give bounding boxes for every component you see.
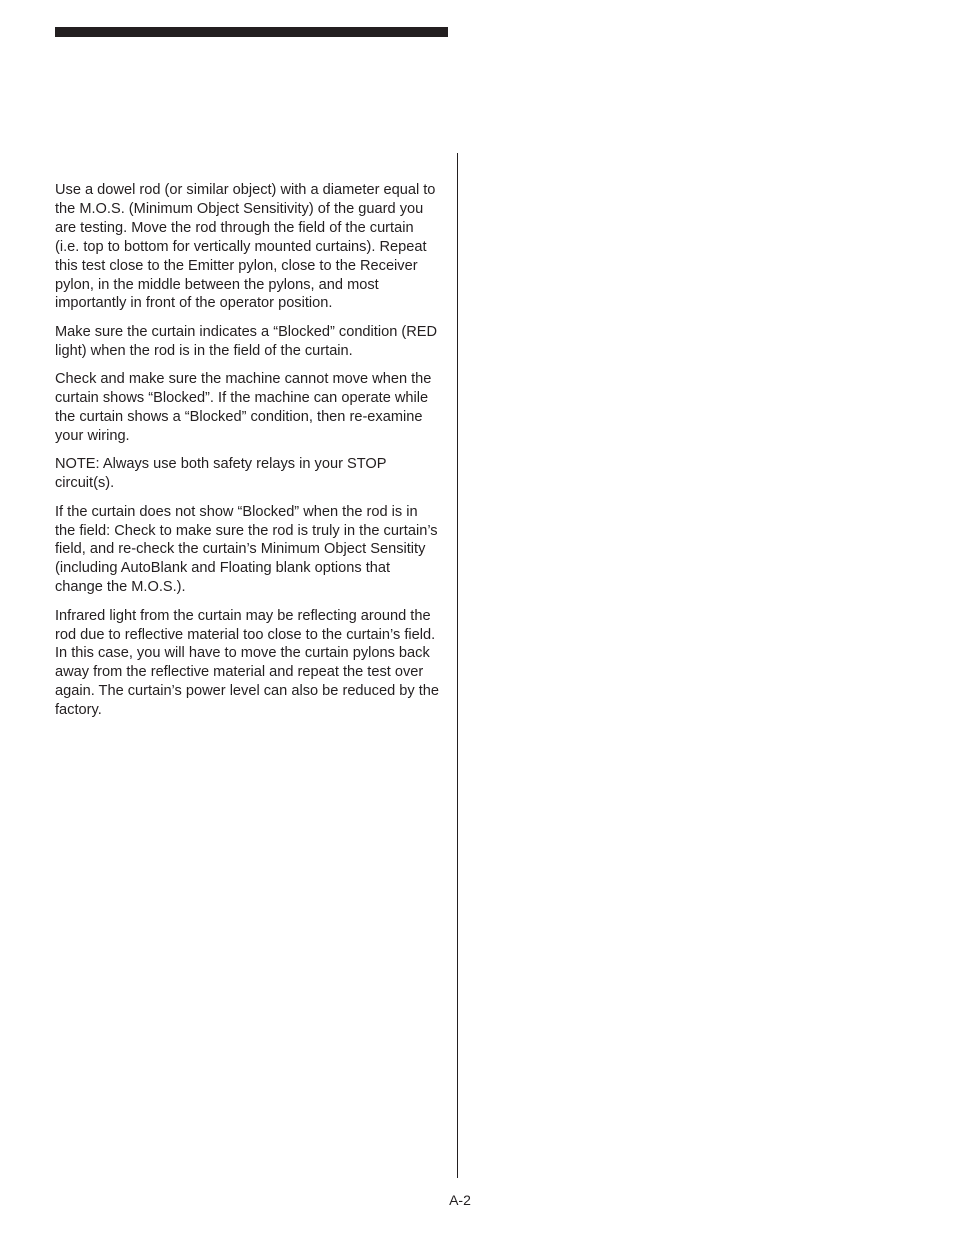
paragraph-machine-check: Check and make sure the machine cannot move when the curtain shows “Blocked”. If the machine can operate while the curtain shows a “Blocked” condition, then re-examine your wiring. — [55, 371, 432, 444]
paragraph-blocked-indication: Make sure the curtain indicates a “Blocked” condition (RED light) when the rod is in the field of the curtain. — [55, 323, 438, 359]
paragraph-note: NOTE: Always use both safety relays in your STOP circuit(s). — [55, 456, 387, 492]
page-number-label: A-2 — [449, 1192, 471, 1208]
paragraph-not-blocked: If the curtain does not show “Blocked” when the rod is in the field: Check to make sure the rod is truly in the curtain’s field, and re-check the curtain’s Minimum Object Sensitity (including AutoBlank and Floating blank options that change the M.O.S.). — [55, 503, 438, 596]
text-column — [55, 181, 440, 730]
paragraph-dowel-test: Use a dowel rod (or similar object) with a diameter equal to the M.O.S. (Minimum Object Sensitivity) of the guard you are testing. Move the rod through the field of the curtain (i.e. top to bottom for vertically mounted curtains). Repeat this test close to the Emitter pylon, close to the Receiver pylon, in the middle between the pylons, and most importantly in front of the operator position. — [55, 182, 436, 312]
page-number — [0, 1192, 920, 1208]
header-rule — [55, 27, 448, 37]
paragraph-infrared-reflection: Infrared light from the curtain may be reflecting around the rod due to reflective material too close to the curtain’s field. In this case, you will have to move the curtain pylons back away from the reflective material and repeat the test over again. The curtain’s power level can also be reduced by the factory. — [55, 607, 440, 719]
column-divider — [457, 153, 458, 1178]
